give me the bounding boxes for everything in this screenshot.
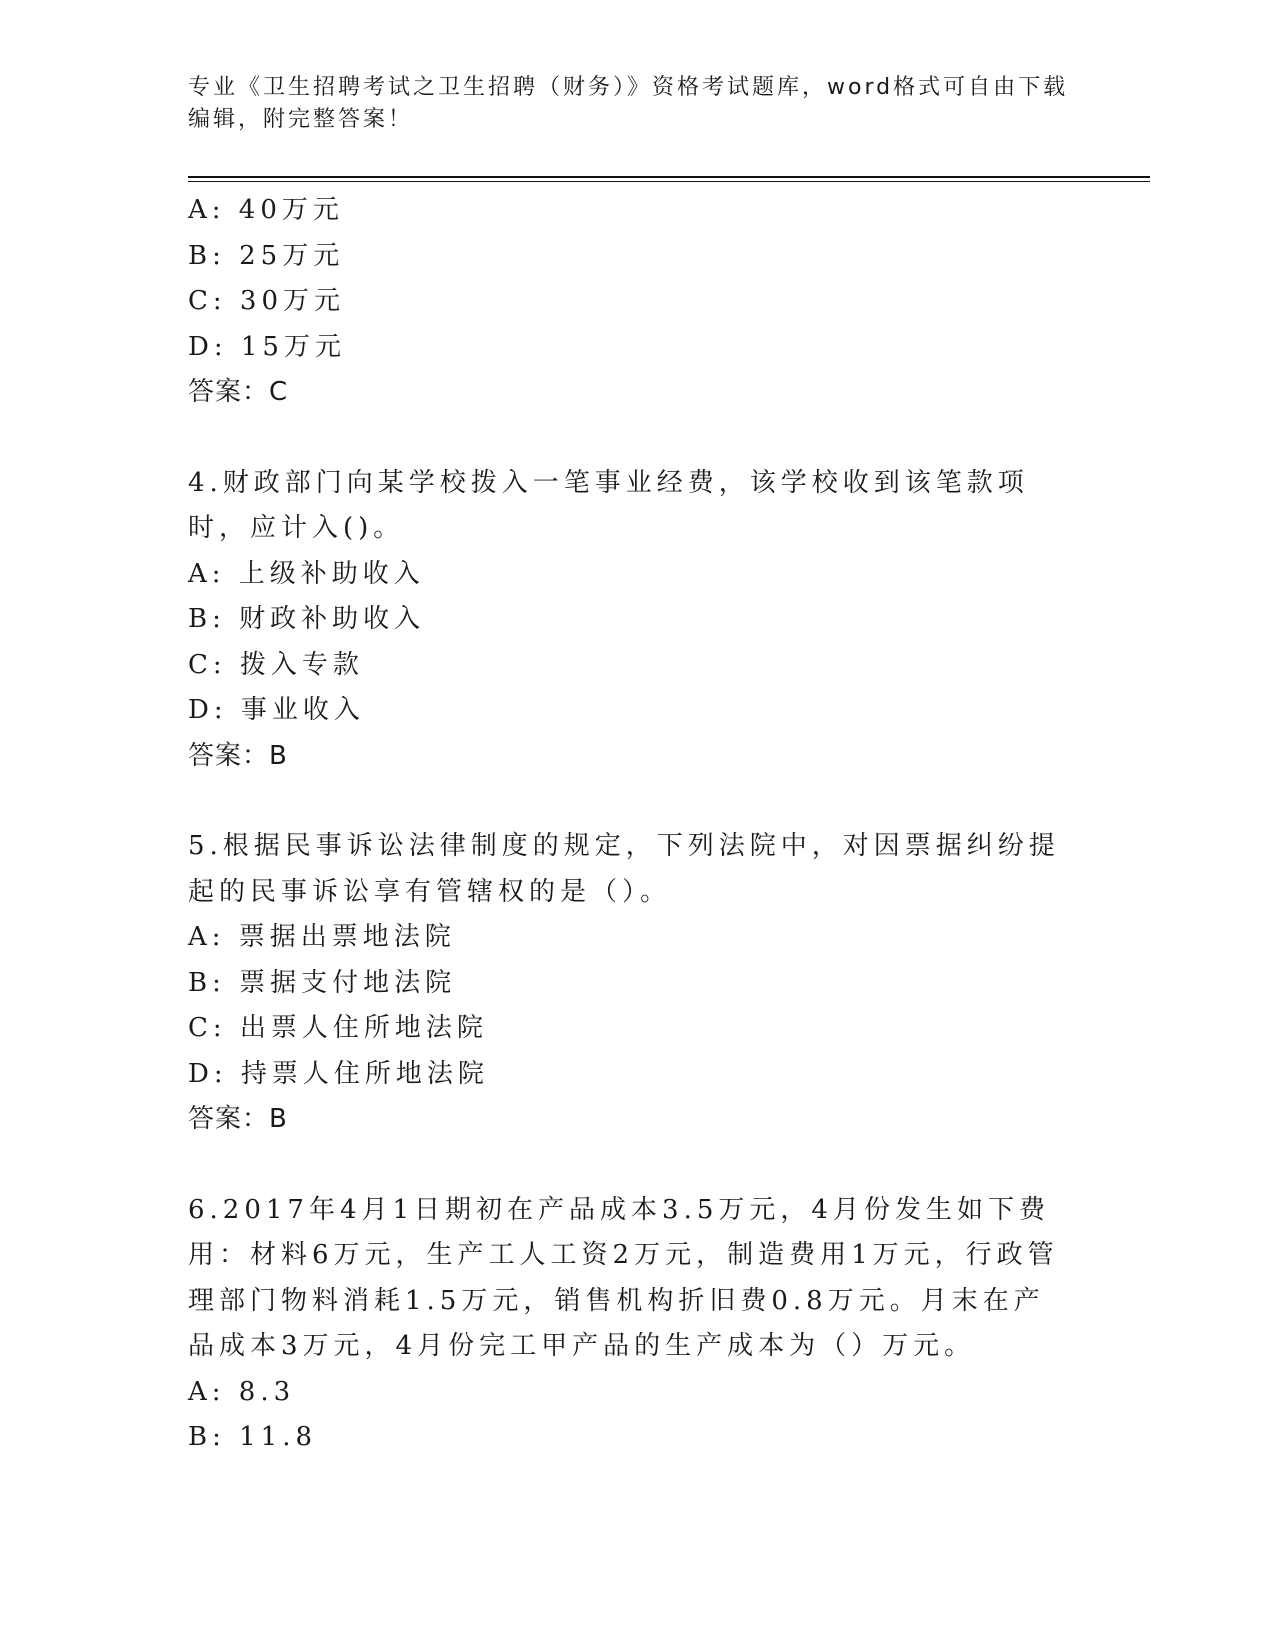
option-b: B: 11.8 xyxy=(188,1422,318,1452)
option-d: D: 15万元 xyxy=(188,331,346,362)
option-a: A: 上级补助收入 xyxy=(188,558,425,589)
option-c: C: 出票人住所地法院 xyxy=(188,1013,488,1043)
question-stem: 5.根据民事诉讼法律制度的规定，下列法院中，对因票据纠纷提起的民事诉讼享有管辖权的是（）。 xyxy=(188,831,1060,907)
document-header: 专业《卫生招聘考试之卫生招聘（财务）》资格考试题库，word格式可自由下载编辑，附完整答案！ xyxy=(188,75,1069,132)
answer: 答案：C xyxy=(188,377,289,407)
option-b: B: 票据支付地法院 xyxy=(188,967,457,998)
question-list xyxy=(188,188,1068,1461)
option-a: A: 票据出票地法院 xyxy=(188,922,456,952)
question-stem: 6.2017年4月1日期初在产品成本3.5万元，4月份发生如下费用：材料6万元，生产工人工资2万元，制造费用1万元，行政管理部门物料消耗1.5万元，销售机构折旧费0.8万元。月末在产品成本3万元，4月份完工甲产品的生产成本为（）万元。 xyxy=(188,1194,1059,1361)
question-3 xyxy=(188,188,1068,416)
question-6 xyxy=(188,1188,1068,1461)
question-stem: 4.财政部门向某学校拨入一笔事业经费，该学校收到该笔款项时，应计入()。 xyxy=(188,467,1029,543)
question-spacer xyxy=(188,1143,1068,1188)
divider-line-thin xyxy=(188,181,1150,182)
question-4 xyxy=(188,461,1068,780)
option-a: A: 40万元 xyxy=(188,195,344,225)
option-d: D: 持票人住所地法院 xyxy=(188,1058,489,1089)
divider-line-thick xyxy=(188,176,1150,178)
option-b: B: 财政补助收入 xyxy=(188,604,426,634)
question-spacer xyxy=(188,779,1068,824)
option-b: B: 25万元 xyxy=(188,240,345,271)
option-d: D: 事业收入 xyxy=(188,695,365,725)
question-spacer xyxy=(188,416,1068,461)
option-c: C: 30万元 xyxy=(188,286,346,316)
answer: 答案：B xyxy=(188,1104,288,1134)
answer: 答案：B xyxy=(188,740,288,771)
question-5 xyxy=(188,824,1068,1143)
option-a: A: 8.3 xyxy=(188,1376,296,1407)
option-c: C: 拨入专款 xyxy=(188,649,364,680)
header-divider xyxy=(188,176,1150,182)
